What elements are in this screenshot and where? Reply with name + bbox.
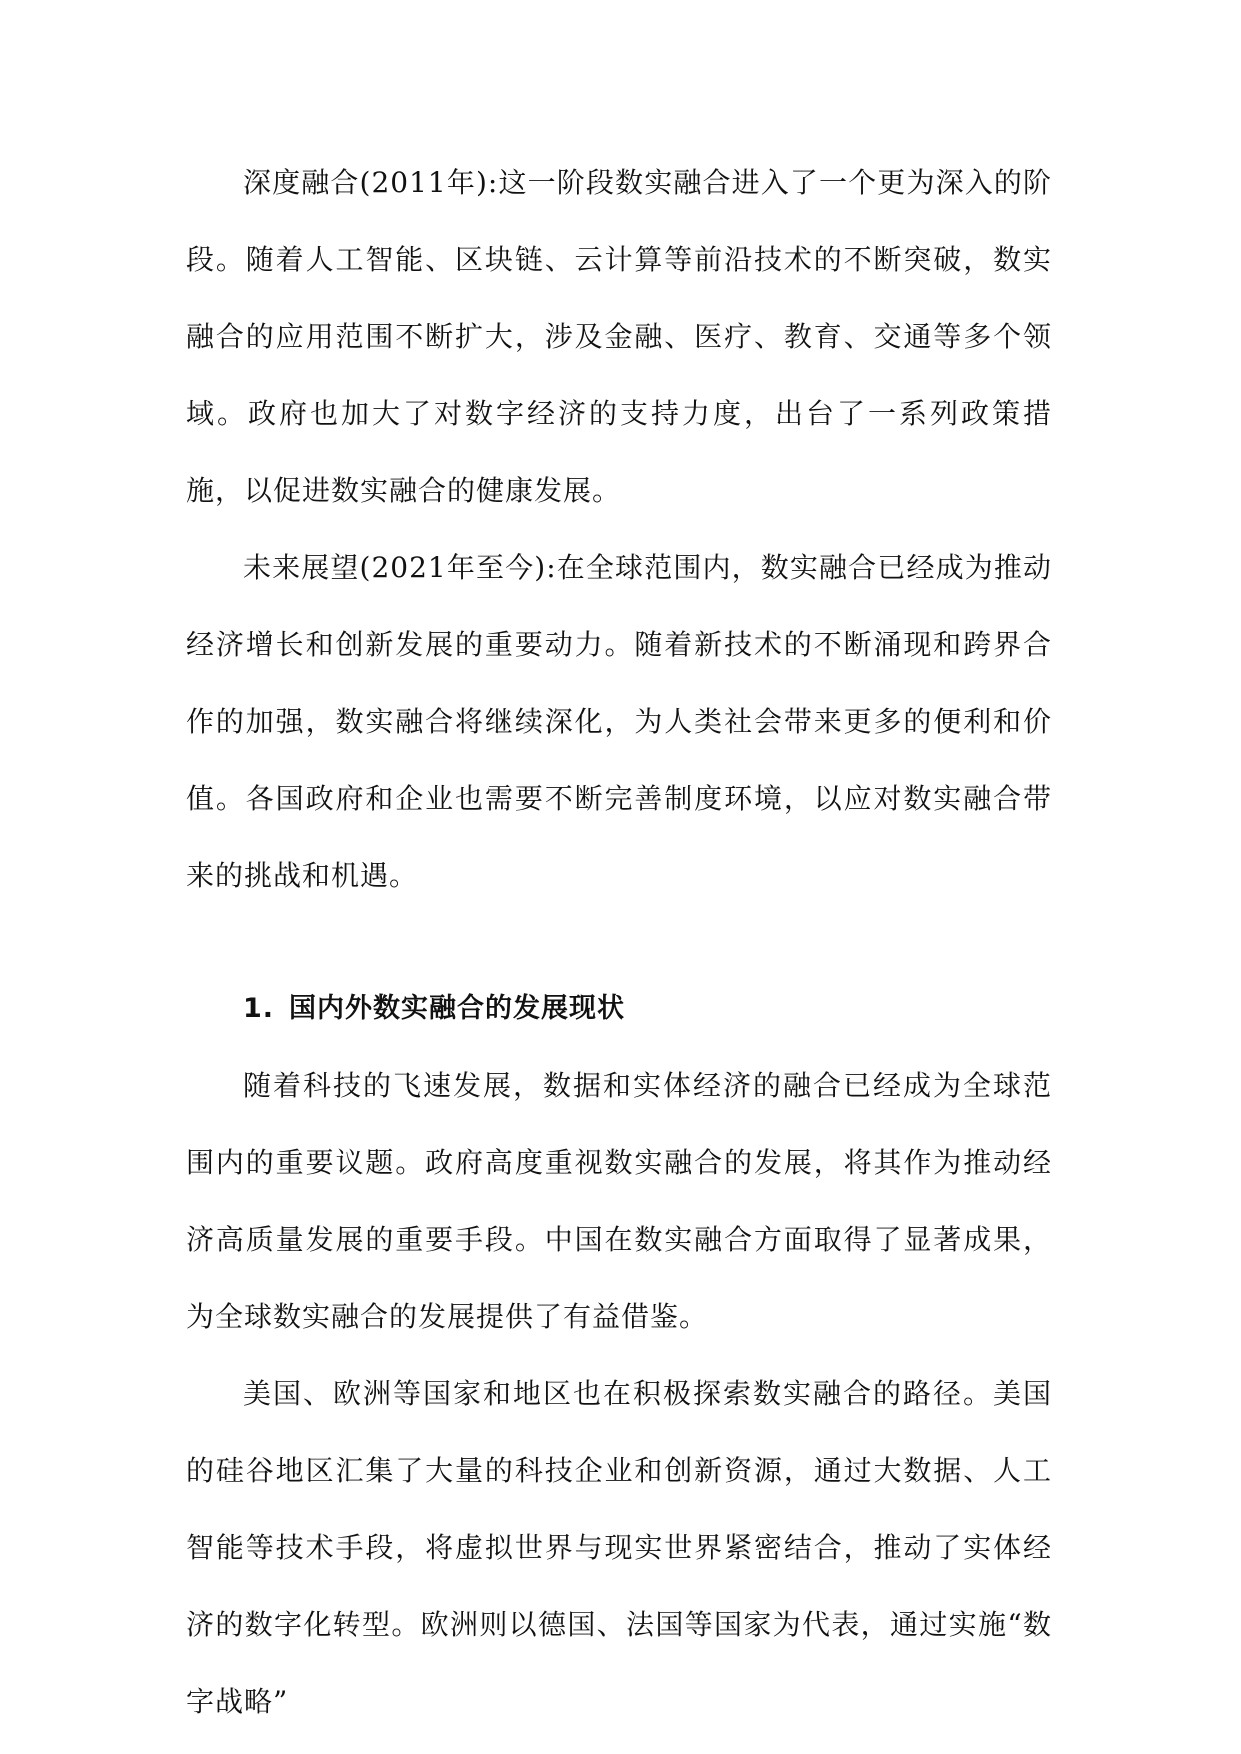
section-heading xyxy=(186,970,1052,1047)
paragraph-global-topic: 随着科技的飞速发展，数据和实体经济的融合已经成为全球范围内的重要议题。政府高度重视数实融合的发展，将其作为推动经济高质量发展的重要手段。中国在数实融合方面取得了显著成果，为全球数实融合的发展提供了有益借鉴。 xyxy=(186,1069,1052,1333)
paragraph-future-outlook: 未来展望(2021年至今):在全球范围内，数实融合已经成为推动经济增长和创新发展的重要动力。随着新技术的不断涌现和跨界合作的加强，数实融合将继续深化，为人类社会带来更多的便利和价值。各国政府和企业也需要不断完善制度环境，以应对数实融合带来的挑战和机遇。 xyxy=(186,551,1052,892)
section-number: 1. xyxy=(243,993,275,1024)
paragraph-us-europe: 美国、欧洲等国家和地区也在积极探索数实融合的路径。美国的硅谷地区汇集了大量的科技企业和创新资源，通过大数据、人工智能等技术手段，将虚拟世界与现实世界紧密结合，推动了实体经济的数字化转型。欧洲则以德国、法国等国家为代表，通过实施“数字战略” xyxy=(186,1377,1052,1718)
document-body xyxy=(186,144,1052,1740)
section-title: 国内外数实融合的发展现状 xyxy=(289,993,625,1024)
paragraph-deep-integration: 深度融合(2011年):这一阶段数实融合进入了一个更为深入的阶段。随着人工智能、区块链、云计算等前沿技术的不断突破，数实融合的应用范围不断扩大，涉及金融、医疗、教育、交通等多个领域。政府也加大了对数字经济的支持力度，出台了一系列政策措施，以促进数实融合的健康发展。 xyxy=(186,166,1052,507)
